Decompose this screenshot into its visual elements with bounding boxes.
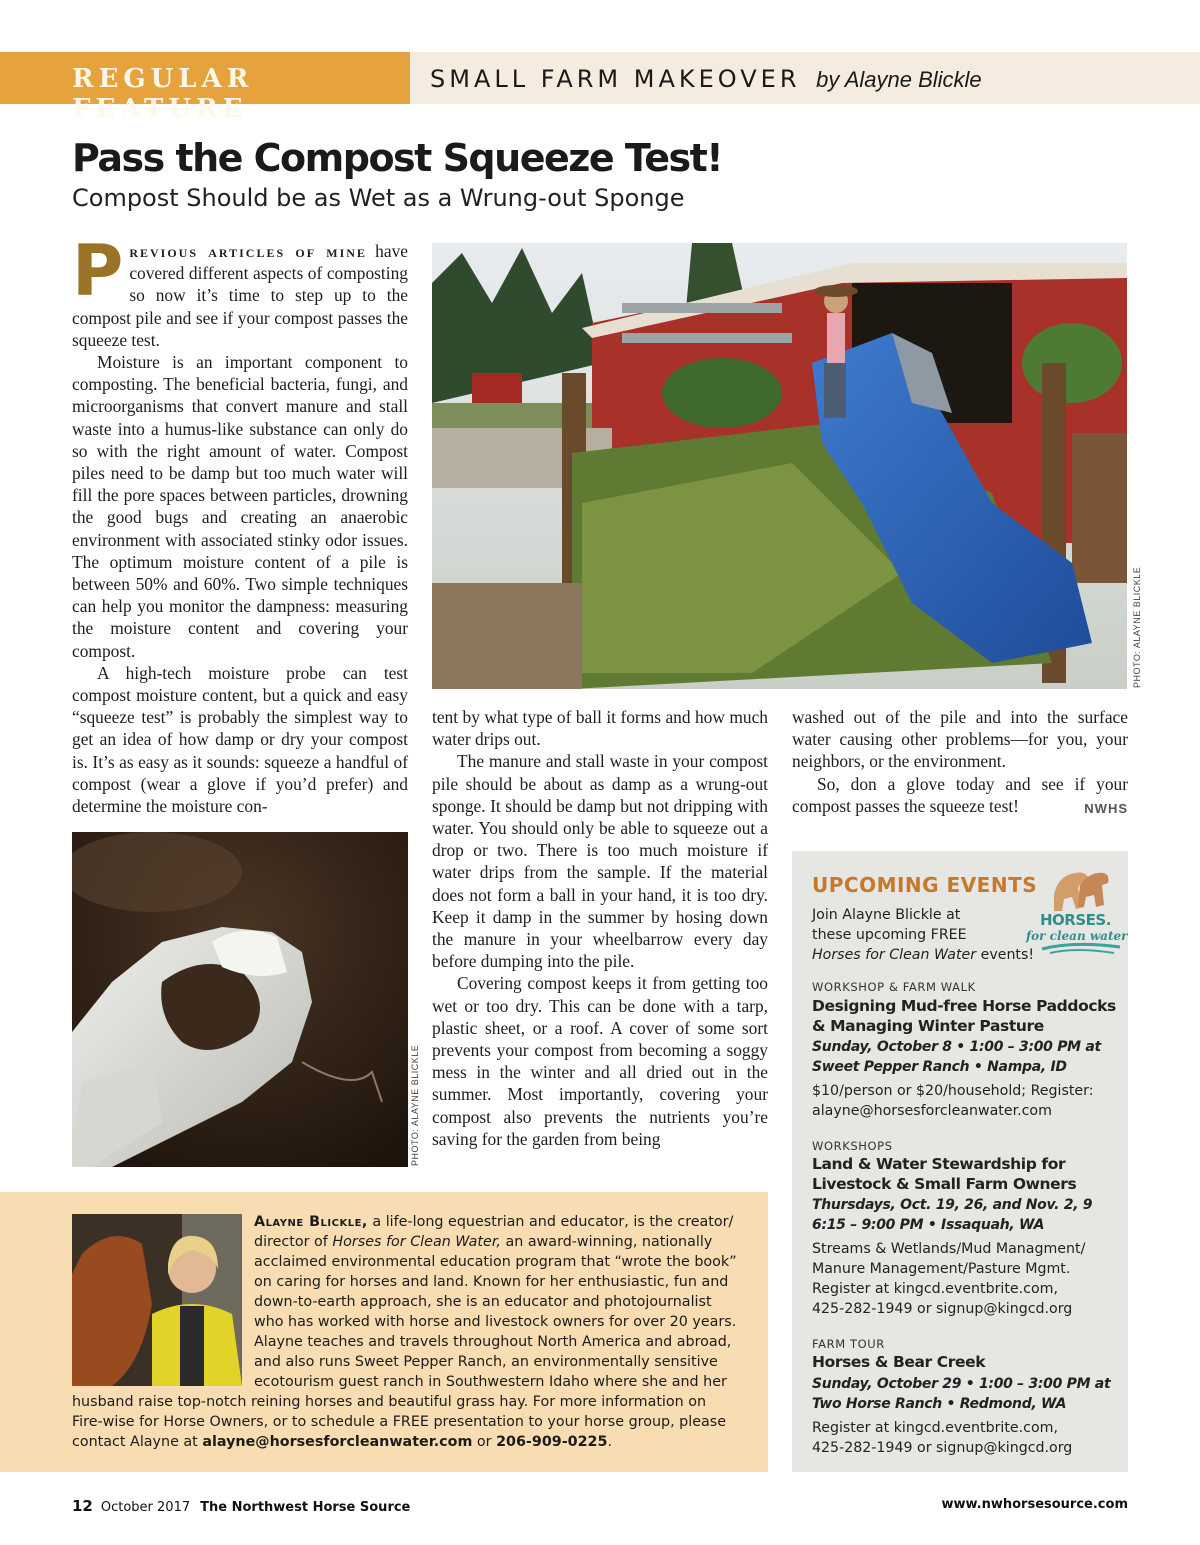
paragraph-3: A high-tech moisture probe can test compost moisture content, but a quick and easy “squeeze test” is probably the simplest way to get an idea of how damp or dry your compost is. It’s as easy as it sounds: squeeze a handful of compost (wear a glove if you’d prefer) and determine the moisture con- xyxy=(72,662,408,817)
article-column-2 xyxy=(432,706,768,1150)
event-1-email[interactable]: alayne@horsesforcleanwater.com xyxy=(812,1103,1052,1119)
website-url[interactable]: www.nwhorsesource.com xyxy=(941,1497,1128,1512)
issue-date: October 2017 xyxy=(100,1500,191,1515)
paragraph-4: The manure and stall waste in your compost pile should be about as damp as a wrung-out sponge. It should be damp but not dripping with water. You should only be able to squeeze out a drop or two. There is too much moisture if water drips from the sample. If the material does not form a ball in your hand, it is too dry. Keep it damp in the summer by hosing down the manure in your wheelbarrow every day before dumping into the pile. xyxy=(432,751,768,972)
bio-name: Alayne Blickle, xyxy=(254,1214,368,1230)
event-2-title-line-1: Land & Water Stewardship for xyxy=(812,1155,1066,1173)
bio-line: down-to-earth approach, she is an educator and photojournalist xyxy=(254,1294,712,1310)
article-column-3 xyxy=(792,706,1128,820)
bio-line-split: director of Horses for Clean Water, an award-winning, nationally xyxy=(254,1234,713,1250)
bio-line: on caring for horses and land. Known for her enthusiastic, fun and xyxy=(254,1274,729,1290)
bio-line: and also runs Sweet Pepper Ranch, an environmentally sensitive xyxy=(254,1354,718,1370)
logo-word-horses: HORSES. xyxy=(1040,911,1111,929)
events-intro-line-2: these upcoming FREE xyxy=(812,927,967,943)
event-2-body-line-3: Register at kingcd.eventbrite.com, xyxy=(812,1281,1058,1297)
upcoming-events-box xyxy=(792,851,1128,1472)
bio-line: ecotourism guest ranch in Southwestern Idaho where she and her xyxy=(254,1374,727,1390)
glove-photo-credit: PHOTO: ALAYNE BLICKLE xyxy=(410,1044,420,1166)
article-subtitle: Compost Should be as Wet as a Wrung-out Sponge xyxy=(72,184,685,212)
paragraph-2: Moisture is an important component to composting. The beneficial bacteria, fungi, and microorganisms that convert manure and stall waste into a humus-like substance can only do so with the right amount of water. Compost piles need to be damp but too much water will fill the pore spaces between particles, drowning the good bugs and creating an anaerobic environment with associated stinky odor issues. The optimum moisture content of a pile is between 50% and 60%. Two simple techniques can help you monitor the dampness: measuring the moisture content and covering your compost. xyxy=(72,352,408,661)
bio-line: Fire-wise for Horse Owners, or to schedule a FREE presentation to your horse group, please xyxy=(72,1414,727,1430)
event-3-body-line-2: 425-282-1949 or signup@kingcd.org xyxy=(812,1440,1073,1456)
lead-in: revious articles of mine xyxy=(129,241,367,261)
barn-photo-illustration xyxy=(432,243,1127,689)
event-3-title: Horses & Bear Creek xyxy=(812,1353,986,1371)
bio-line: husband raise top-notch reining horses and beautiful grass hay. For more information on xyxy=(72,1394,707,1410)
event-2-body-line-1: Streams & Wetlands/Mud Managment/ xyxy=(812,1241,1086,1257)
bio-text-bottom xyxy=(72,1392,762,1452)
paragraph-3-continued: tent by what type of ball it forms and how much water drips out. xyxy=(432,707,768,750)
gloved-hand-compost-photo xyxy=(72,832,408,1167)
events-intro-line-1: Join Alayne Blickle at xyxy=(812,907,961,923)
event-2-category: WORKSHOPS xyxy=(812,1139,893,1153)
column-title-band xyxy=(410,52,1200,104)
event-3-body-line-1: Register at kingcd.eventbrite.com, xyxy=(812,1420,1058,1436)
paragraph-5: Covering compost keeps it from getting too wet or too dry. This can be done with a tarp, plastic sheet, or a roof. A cover of some sort prevents your compost from becoming a soggy mess in the winter and all dried out in the summer. Most importantly, covering your compost also prevents the nutrients you’re saving for the garden from being xyxy=(432,973,768,1149)
event-1-date-line-2: Sweet Pepper Ranch • Nampa, ID xyxy=(812,1059,1067,1075)
events-heading: UPCOMING EVENTS xyxy=(812,873,1038,897)
event-3-date-line-1: Sunday, October 29 • 1:00 – 3:00 PM at xyxy=(812,1376,1111,1392)
paragraph-5-continued: washed out of the pile and into the surface water causing other problems—for you, your neighbors, or the environment. xyxy=(792,707,1128,772)
event-1-body-line-1: $10/person or $20/household; Register: xyxy=(812,1083,1094,1099)
horses-for-clean-water-logo xyxy=(1024,867,1128,957)
paragraph-6: So, don a glove today and see if your compost passes the squeeze test! NWHS xyxy=(792,773,1128,817)
author-photo-illustration xyxy=(72,1214,242,1386)
bio-line: who has worked with horse and livestock owners for over 20 years. xyxy=(254,1314,737,1330)
paragraph-1: Previous articles of mine have covered different aspects of composting so now it’s time to step up to the compost pile and see if your compost passes the squeeze test. xyxy=(72,230,408,350)
event-3-date-line-2: Two Horse Ranch • Redmond, WA xyxy=(812,1396,1067,1412)
magazine-name: The Northwest Horse Source xyxy=(200,1500,411,1515)
article-column-1 xyxy=(72,230,408,817)
barn-photo-credit: PHOTO: ALAYNE BLICKLE xyxy=(1132,566,1142,688)
bio-contact-line: contact Alayne at alayne@horsesforcleanwater.com or 206-909-0225. xyxy=(72,1434,612,1450)
event-1-date-line-1: Sunday, October 8 • 1:00 – 3:00 PM at xyxy=(812,1039,1101,1055)
event-2-body-line-4: 425-282-1949 or signup@kingcd.org xyxy=(812,1301,1073,1317)
signoff-mark: NWHS xyxy=(1084,800,1128,816)
bio-line: Alayne teaches and travels throughout North America and abroad, xyxy=(254,1334,732,1350)
author-photo xyxy=(72,1214,242,1386)
event-1-title-line-1: Designing Mud-free Horse Paddocks xyxy=(812,997,1116,1015)
section-label-band xyxy=(0,52,410,124)
contact-email[interactable]: alayne@horsesforcleanwater.com xyxy=(202,1434,473,1450)
section-label: REGULAR FEATURE xyxy=(72,64,254,124)
event-2-title-line-2: Livestock & Small Farm Owners xyxy=(812,1175,1077,1193)
byline: by Alayne Blickle xyxy=(816,67,982,92)
event-3-category: FARM TOUR xyxy=(812,1337,885,1351)
page-footer-left xyxy=(72,1497,410,1515)
event-2-date-line-2: 6:15 – 9:00 PM • Issaquah, WA xyxy=(812,1217,1045,1233)
events-intro-line-3: Horses for Clean Water events! xyxy=(812,947,1035,963)
glove-photo-illustration xyxy=(72,832,408,1167)
event-2-body-line-2: Manure Management/Pasture Mgmt. xyxy=(812,1261,1071,1277)
page-number: 12 xyxy=(72,1497,93,1515)
column-title: SMALL FARM MAKEOVER by Alayne Blickle xyxy=(430,65,982,93)
article-title: Pass the Compost Squeeze Test! xyxy=(72,136,723,180)
bio-line: Alayne Blickle, a life-long equestrian and educator, is the creator/ xyxy=(254,1214,734,1230)
event-2-date-line-1: Thursdays, Oct. 19, 26, and Nov. 2, 9 xyxy=(812,1197,1093,1213)
drop-cap: P xyxy=(72,230,124,312)
event-1-title-line-2: & Managing Winter Pasture xyxy=(812,1017,1044,1035)
event-1-category: WORKSHOP & FARM WALK xyxy=(812,980,976,994)
bio-line xyxy=(254,1232,754,1252)
contact-phone[interactable]: 206-909-0225 xyxy=(496,1434,608,1450)
logo-word-clean-water: for clean water xyxy=(1026,929,1128,943)
barn-compost-photo xyxy=(432,243,1127,689)
bio-line: acclaimed environmental education program that “wrote the book” xyxy=(254,1254,737,1270)
bio-text-top xyxy=(254,1212,754,1392)
